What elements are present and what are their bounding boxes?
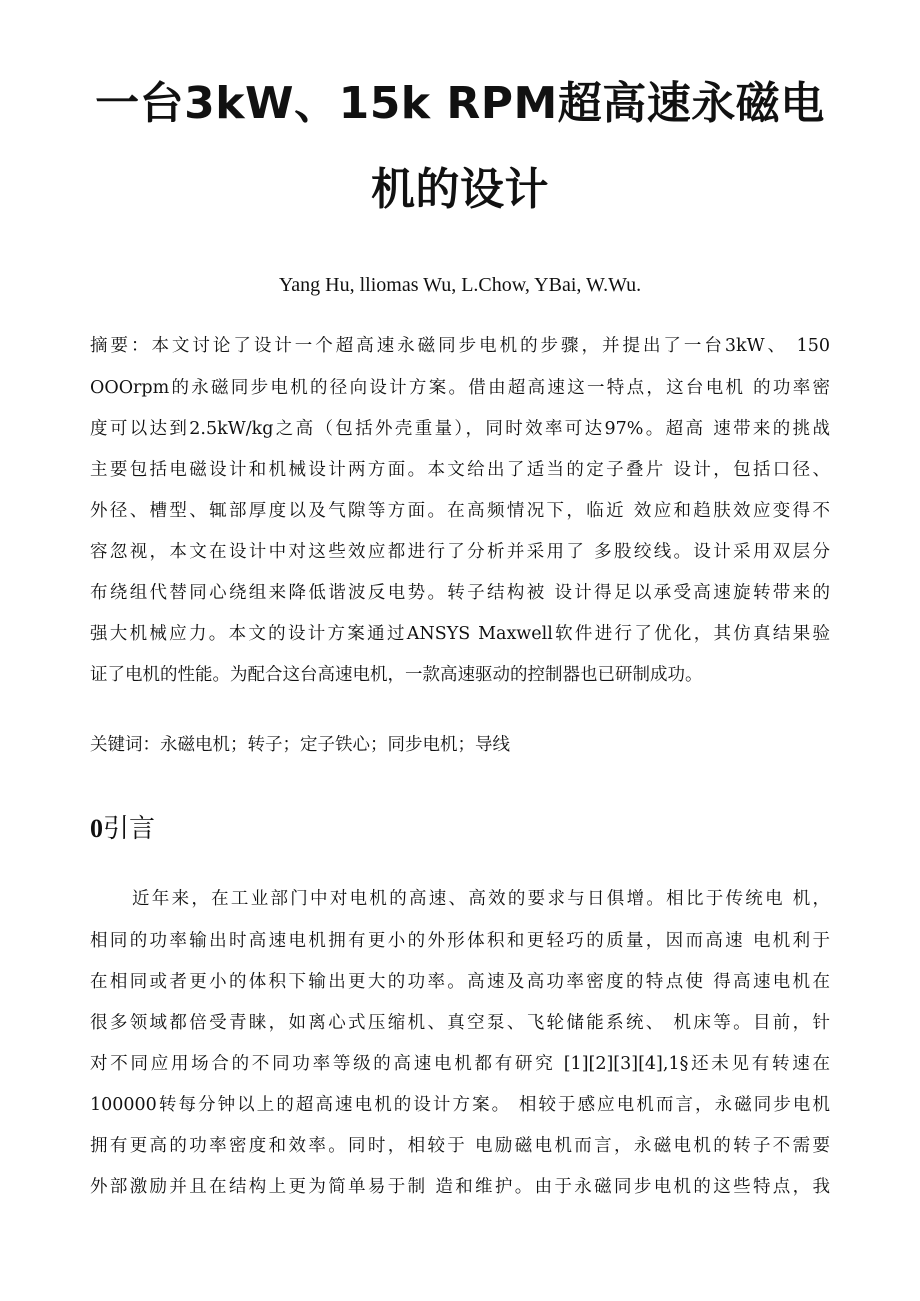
paper-title-line-2: 机的设计 — [371, 164, 549, 215]
keywords: 关键词：永磁电机；转子；定子铁心；同步电机；导线 — [90, 735, 510, 755]
paper-title-line-1: 一台3kW、15k RPM超高速永磁电 — [95, 78, 825, 129]
intro-line: 近年来，在工业部门中对电机的高速、高效的要求与日俱增。相比于传统电 机， — [132, 889, 830, 909]
intro-line: 在相同或者更小的体积下输出更大的功率。高速及高功率密度的特点使 得高速电机在 — [90, 972, 830, 992]
abstract-line: 摘要：本文讨论了设计一个超高速永磁同步电机的步骤，并提出了一台3kW、 150 — [90, 336, 830, 356]
intro-line: 对不同应用场合的不同功率等级的高速电机都有研究 [1][2][3][4],1§还未见有转速在 — [90, 1054, 830, 1074]
intro-line: 相同的功率输出时高速电机拥有更小的外形体积和更轻巧的质量，因而高速 电机利于 — [90, 931, 830, 951]
abstract-line: 布绕组代替同心绕组来降低谐波反电势。转子结构被 设计得足以承受高速旋转带来的 — [90, 583, 830, 603]
abstract-line: 外径、槽型、辄部厚度以及气隙等方面。在高频情况下，临近 效应和趋肤效应变得不 — [90, 501, 830, 521]
section-number: 0 — [90, 814, 103, 843]
intro-line: 外部激励并且在结构上更为简单易于制 造和维护。由于永磁同步电机的这些特点，我 — [90, 1177, 830, 1197]
author-list: Yang Hu, lliomas Wu, L.Chow, YBai, W.Wu. — [278, 274, 642, 296]
abstract-line: OOOrpm的永磁同步电机的径向设计方案。借由超高速这一特点，这台电机 的功率密 — [90, 378, 830, 398]
abstract-line: 容忽视，本文在设计中对这些效应都进行了分析并采用了 多股绞线。设计采用双层分 — [90, 542, 830, 562]
section-title: 引言 — [103, 814, 156, 844]
abstract-line: 主要包括电磁设计和机械设计两方面。本文给出了适当的定子叠片 设计，包括口径、 — [90, 460, 830, 480]
intro-line: 很多领域都倍受青睐，如离心式压缩机、真空泵、飞轮储能系统、 机床等。目前，针 — [90, 1013, 830, 1033]
intro-line: 拥有更高的功率密度和效率。同时，相较于 电励磁电机而言，永磁电机的转子不需要 — [90, 1136, 830, 1156]
abstract-line: 强大机械应力。本文的设计方案通过ANSYS Maxwell软件进行了优化，其仿真结果验 — [90, 624, 830, 644]
abstract-line: 证了电机的性能。为配合这台高速电机，一款高速驱动的控制器也已研制成功。 — [90, 665, 703, 685]
section-heading — [90, 812, 155, 846]
intro-line: 100000转每分钟以上的超高速电机的设计方案。 相较于感应电机而言，永磁同步电机 — [90, 1095, 830, 1115]
abstract-line: 度可以达到2.5kW/kg之高（包括外壳重量），同时效率可达97%。超高 速带来的挑战 — [90, 419, 830, 439]
